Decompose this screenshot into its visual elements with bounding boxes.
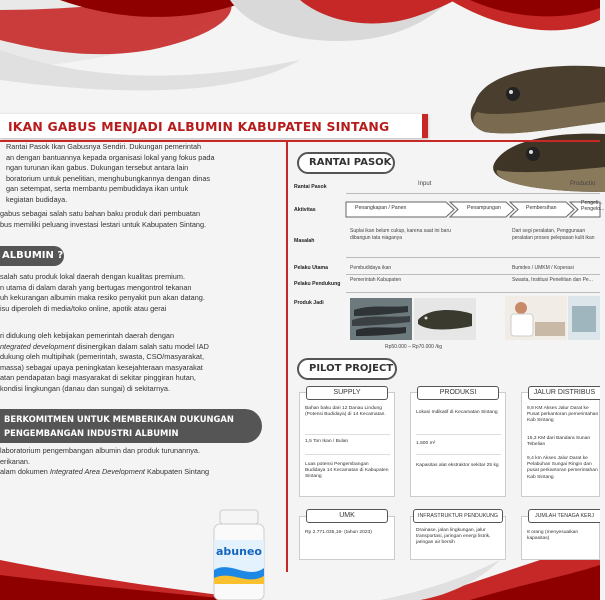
distribusi-card-heading: JALUR DISTRIBUS [528,386,600,400]
processing-photo [505,296,567,340]
pelaku-pendukung-production: Swasta, Institusi Penelitian dan Pe... [512,277,593,283]
row-label-produk-jadi: Produk Jadi [294,300,324,306]
intro-line: gabus sebagai salah satu bahan baku produk dari pembuatan [0,209,201,218]
commitment-line: laboratorium pengembangan albumin dan produk turunannya. [0,446,200,455]
albumin-line: uh kekurangan albumin maka resiko penyakit pun akan datang. [0,293,205,303]
card-divider [416,434,501,435]
produksi-text-2: 1.500 m² [416,441,436,446]
commitment-line-3 [0,467,280,478]
card-divider [305,454,390,455]
policy-text: disinergikan dalam salah satu model IAD [74,341,209,351]
commitment-line: erikanan. [0,456,31,466]
chevron-pembersihan: Pembersihan [526,205,557,211]
chevron-penampungan: Penampungan [467,205,501,211]
policy-line-1 [0,331,276,342]
policy-line: kondisi lingkungan (danau dan sungai) di sekitarnya. [0,383,170,393]
infrastruktur-card-heading: INFRASTRUKTUR PENDUKUNG [413,509,503,523]
policy-italic: ntegrated development [0,341,75,351]
intro-paragraph-2 [0,209,276,230]
product-brand: abuneo [216,545,262,558]
intro-line: gan setempat, serta membantu pembudidaya ikan untuk [6,184,189,194]
masalah-production: Dari segi peralatan, Penggunaan peralatan proses pelepasan kulit ikan [512,228,595,241]
intro-paragraph [6,142,276,206]
pelaku-utama-input: Pembudidaya ikan [350,265,392,271]
row-label-aktivitas: Aktivitas [294,207,316,213]
row-divider [346,274,600,275]
policy-line: dukung oleh multipihak (pemerintah, swasta, CSO/masyarakat, [0,352,205,362]
albumin-line: n utama di dalam darah yang bertugas mengontrol tekanan [0,282,192,292]
commitment-paragraph [0,446,280,478]
produksi-text-3: Kapasitas alat ekstraktor sekitar 25 kg [416,463,499,468]
distribusi-text-1: 9,8 KM Akses Jalur Darat ke Pusat perkantoran pemerintahan Kab Sintang [527,406,599,424]
card-divider [305,434,390,435]
row-divider [346,257,600,258]
distribusi-text-3: 9,4 km Akses Jalur Darat ke Pelabuhan Sungai Ringin dan pusat perkantoran pemerintahan Kab Sintang [527,456,598,480]
commitment-heading-line: PENGEMBANGAN INDUSTRI ALBUMIN [4,428,179,438]
policy-line: massa) sebagai upaya peningkatan kesejahteraan masyarakat [0,362,203,372]
albumin-line: isu diperoleh di media/toko online, apotik atau gerai [0,303,167,313]
albumin-paragraph [0,272,276,314]
column-production: Productio [570,181,596,187]
intro-line: kegiatan budidaya. [6,194,68,204]
albumin-heading-text: ALBUMIN ? [2,250,64,261]
product-price: Rp50.000 – Rp70.000 /kg [385,344,442,350]
main-title-banner [0,114,428,138]
produksi-text-1: Lokasi Indikatif di Kecamatan Sintang [416,410,498,415]
policy-line-2 [0,342,276,353]
infrastruktur-text: Drainase, jalan lingkungan, jalur transportasi, jaringan energi listrik, jaringan air bersih [416,528,491,546]
intro-line: boratorium untuk penelitian, menghubungkannya dengan dinas [6,173,211,183]
commitment-heading-line: BERKOMITMEN UNTUK MEMBERIKAN DUKUNGAN [4,414,234,424]
masalah-input: Suplai ikan belum cukup, karena saat ini baru dibangun tata niaganya [350,228,451,241]
column-input: Input [418,181,432,187]
intro-line: an dengan bantuannya kepada organisasi lokal yang fokus pada [6,152,215,162]
policy-paragraph [0,331,276,395]
pelaku-utama-production: Bumdes / UMKM / Koperasi [512,265,574,271]
commitment-text: alam dokumen [0,467,50,477]
produksi-card-heading: PRODUKSI [417,386,499,400]
row-label-pelaku-utama: Pelaku Utama [294,265,329,271]
supply-card-heading: SUPPLY [306,386,388,400]
fish-harvest-photo [350,298,412,340]
supply-text-1: Bahan baku dari 12 Danau Lindung (Potensi Budidaya) di 14 Kecamatan. [305,406,386,418]
intro-line: bus memiliki peluang investasi lestari untuk Kabupaten Sintang. [0,219,207,229]
distribusi-text-2: 15,3 KM dari Bandara Sunan Tebelian [527,436,591,448]
albumin-heading [0,246,64,266]
row-label-pelaku-pendukung: Pelaku Pendukung [294,281,341,287]
policy-text: ri didukung oleh kebijakan pemerintah daerah dengan [0,331,175,340]
commitment-heading [0,409,262,443]
pelaku-pendukung-input: Pemerintah Kabupaten [350,277,402,283]
lab-photo [568,296,600,340]
pilot-project-heading-text: PILOT PROJECT [309,363,394,374]
supply-text-3: Luas potensi Pengembangan Budidaya 14 Kecamatan di Kabupaten Sintang [305,462,389,480]
row-label-rantai-pasok: Rantai Pasok [294,184,327,190]
umk-card-heading: UMK [306,509,388,523]
albumin-line: salah satu produk lokal daerah dengan kualitas premium. [0,272,185,281]
rantai-pasok-heading [297,152,395,174]
tenaga-kerja-card-heading: JUMLAH TENAGA KERJ [528,509,600,523]
row-divider [346,292,600,293]
single-fish-photo [414,298,476,340]
umk-text: Rp 2.771.035,16- (tahun 2023) [305,530,372,535]
intro-line: ngan turunan ikan gabus. Dukungan tersebut antara lain [6,163,189,173]
column-divider [286,142,288,572]
header-divider [346,193,600,194]
commitment-text: Kabupaten Sintang [144,467,210,477]
card-divider [416,454,501,455]
policy-line: atan pendapatan bagi masyarakat di sekitar pinggiran hutan, [0,373,196,383]
row-label-masalah: Masalah [294,238,315,244]
chevron-pengelolaan: Pengeli... Pengelo... [581,200,605,212]
chevron-penangkapan: Penangkapan / Panen [355,205,407,211]
intro-line: Rantai Pasok Ikan Gabusnya Sendiri. Dukungan pemerintah [6,142,202,151]
snakehead-fish-image [455,42,605,202]
tenaga-kerja-text: 8 orang (menyesuaikan kapasitas) [527,530,579,542]
page-title: IKAN GABUS MENJADI ALBUMIN KABUPATEN SINTANG [8,119,390,134]
supply-text-2: 1,5 Ton Ikan / Bulan [305,439,349,444]
pilot-project-heading [297,358,397,380]
commitment-italic: Integrated Area Development [49,467,145,477]
rantai-pasok-heading-text: RANTAI PASOK [309,157,392,168]
